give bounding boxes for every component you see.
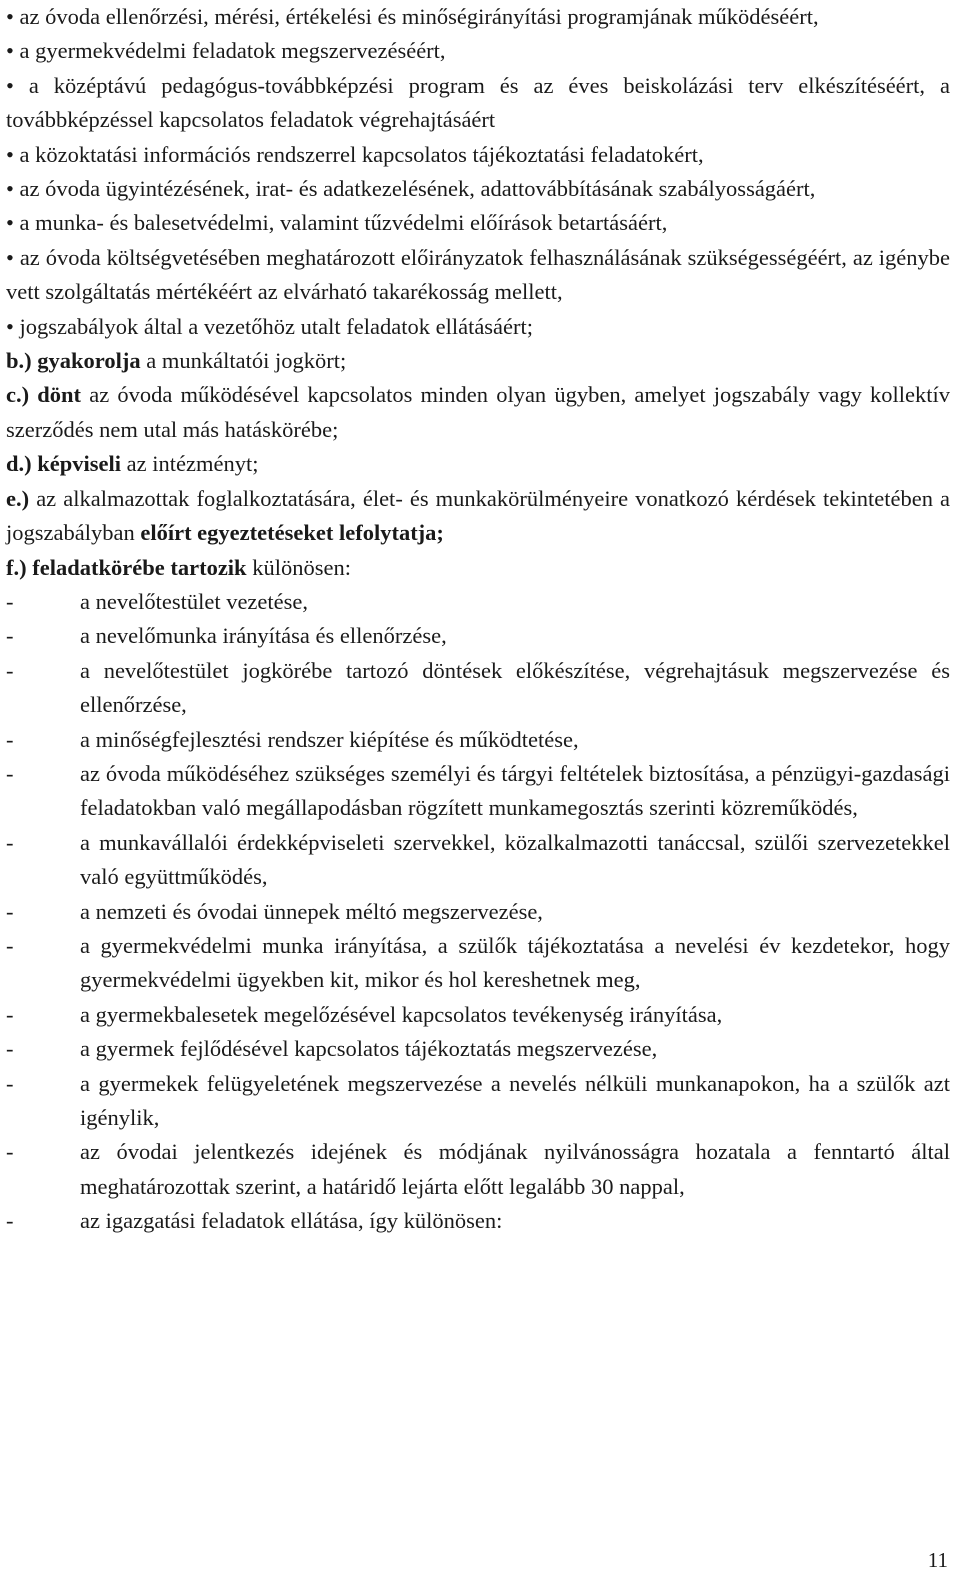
section-mark: c.) (6, 382, 30, 408)
bullet-item: • jogszabályok által a vezetőhöz utalt feladatok ellátásáért; (6, 310, 950, 344)
bullet-item: • az óvoda költségvetésében meghatározott előirányzatok felhasználásának szükségességéért, az igénybe vett szolgáltatás mértékéért az elvárható takarékosság mellett, (6, 241, 950, 310)
section-text: az óvoda működésével kapcsolatos minden olyan ügyben, amelyet jogszabály vagy kollektív szerződés nem utal más hatáskörébe; (6, 382, 951, 442)
dash-item (6, 998, 950, 1032)
dash-item (6, 929, 950, 998)
dash-marker: - (6, 1070, 14, 1096)
bullet-item: • a közoktatási információs rendszerrel kapcsolatos tájékoztatási feladatokért, (6, 138, 950, 172)
section-keyword: feladatkörébe tartozik (32, 554, 247, 580)
dash-marker: - (6, 726, 14, 752)
bullet-item: • az óvoda ellenőrzési, mérési, értékelési és minőségirányítási programjának működéséért, (6, 0, 950, 34)
section-mark: b.) (6, 348, 32, 374)
dash-item-text: a nevelőtestület vezetése, (80, 588, 309, 614)
dash-item-text: a munkavállalói érdekképviseleti szervekkel, közalkalmazotti tanáccsal, szülői szervezetekkel való együttműködés, (80, 829, 950, 890)
dash-item-text: a gyermek fejlődésével kapcsolatos tájékoztatás megszervezése, (80, 1036, 658, 1062)
dash-marker: - (6, 588, 14, 614)
bullet-item: • az óvoda ügyintézésének, irat- és adatkezelésének, adattovábbításának szabályosságáért, (6, 172, 950, 206)
section-text: az alkalmazottak foglalkoztatására, élet- és munkakörülményeire vonatkozó kérdések tekintetében a jogszabályban (6, 485, 950, 546)
dash-marker: - (6, 898, 14, 924)
section-mark: e.) (6, 485, 30, 511)
page-number: 11 (927, 1548, 948, 1572)
bullet-item: • a munka- és balesetvédelmi, valamint tűzvédelmi előírások betartásáért, (6, 206, 950, 240)
dash-item-text: a gyermekvédelmi munka irányítása, a szülők tájékoztatása a nevelési év kezdetekor, hogy gyermekvédelmi ügyekben kit, mikor és hol kereshetnek meg, (80, 932, 950, 993)
section-text: különösen: (252, 554, 351, 580)
dash-item (6, 1067, 950, 1136)
section-d (6, 447, 950, 481)
dash-item (6, 1135, 950, 1204)
section-mark: f.) (6, 554, 27, 580)
dash-item-text: a nevelőmunka irányítása és ellenőrzése, (80, 623, 447, 649)
dash-item (6, 895, 950, 929)
dash-marker: - (6, 623, 14, 649)
bullet-item: • a gyermekvédelmi feladatok megszervezéséért, (6, 34, 950, 68)
dash-marker: - (6, 657, 14, 683)
dash-item-text: az óvodai jelentkezés idejének és módjának nyilvánosságra hozatala a fenntartó által meghatározottak szerint, a határidő lejárta előtt legalább 30 nappal, (80, 1139, 950, 1199)
dash-item-text: a minőségfejlesztési rendszer kiépítése és működtetése, (80, 726, 579, 752)
dash-item (6, 654, 950, 723)
dash-item (6, 1032, 950, 1066)
dash-marker: - (6, 760, 14, 786)
dash-item (6, 1204, 950, 1238)
dash-marker: - (6, 829, 14, 855)
dash-item-text: a nemzeti és óvodai ünnepek méltó megszervezése, (80, 898, 543, 924)
bullet-item: • a középtávú pedagógus-továbbképzési program és az éves beiskolázási terv elkészítéséért, a továbbképzéssel kapcsolatos feladatok végrehajtásáért (6, 69, 950, 138)
section-keyword: gyakorolja (37, 348, 141, 374)
dash-item (6, 585, 950, 619)
dash-marker: - (6, 932, 14, 958)
section-mark: d.) (6, 451, 32, 477)
dash-item (6, 619, 950, 653)
section-text: a munkáltatói jogkört; (146, 348, 347, 374)
section-keyword: dönt (37, 382, 82, 408)
dash-item (6, 723, 950, 757)
dash-item (6, 826, 950, 895)
section-b (6, 344, 950, 378)
section-c (6, 378, 950, 447)
section-keyword: előírt egyeztetéseket lefolytatja; (140, 520, 444, 546)
dash-marker: - (6, 1001, 14, 1027)
dash-marker: - (6, 1139, 14, 1165)
dash-item (6, 757, 950, 826)
dash-item-text: a gyermekbalesetek megelőzésével kapcsolatos tevékenység irányítása, (80, 1001, 723, 1027)
dash-item-text: az óvoda működéséhez szükséges személyi és tárgyi feltételek biztosítása, a pénzügyi-gazdasági feladatokban való megállapodásban rögzített munkamegosztás szerinti közreműködés, (80, 760, 950, 821)
dash-item-text: az igazgatási feladatok ellátása, így különösen: (80, 1208, 503, 1234)
document-page (6, 0, 950, 1583)
section-keyword: képviseli (37, 451, 122, 477)
section-text: az intézményt; (126, 451, 259, 477)
dash-item-text: a nevelőtestület jogkörébe tartozó döntések előkészítése, végrehajtásuk megszervezése és ellenőrzése, (80, 657, 950, 718)
dash-marker: - (6, 1036, 14, 1062)
dash-marker: - (6, 1208, 14, 1234)
section-f (6, 551, 950, 585)
section-e (6, 482, 950, 551)
dash-item-text: a gyermekek felügyeletének megszervezése a nevelés nélküli munkanapokon, ha a szülők azt igénylik, (80, 1070, 950, 1130)
